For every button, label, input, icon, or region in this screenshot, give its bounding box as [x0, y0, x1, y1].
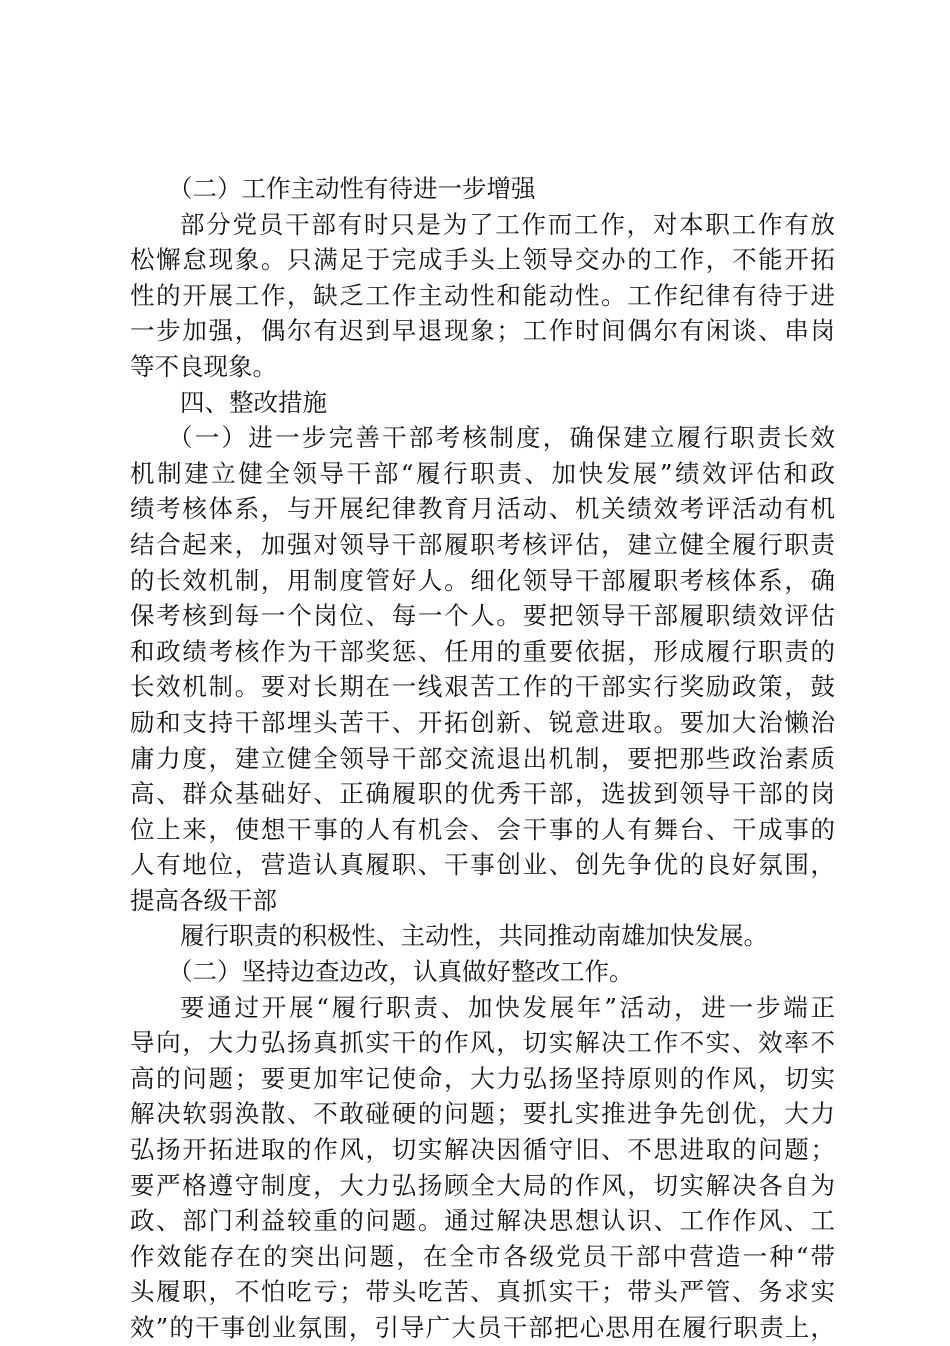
paragraph-line: 绩考核体系，与开展纪律教育月活动、机关绩效考评活动有机 [130, 494, 835, 524]
paragraph-line: 提高各级干部 [130, 885, 277, 915]
paragraph-line: 人有地位，营造认真履职、干事创业、创先争优的良好氛围， [130, 850, 835, 880]
paragraph-line: 作效能存在的突出问题，在全市各级党员干部中营造一种“带 [130, 1241, 835, 1271]
paragraph-line: 的长效机制，用制度管好人。细化领导干部履职考核体系，确 [130, 565, 835, 595]
subheading-check-and-rectify: （二）坚持边查边改，认真做好整改工作。 [168, 957, 634, 987]
paragraph-line: 庸力度，建立健全领导干部交流退出机制，要把那些政治素质 [130, 743, 835, 773]
document-body [130, 171, 835, 1346]
section-heading-rectification: 四、整改措施 [180, 387, 327, 417]
paragraph-line: 等不良现象。 [130, 351, 277, 381]
paragraph-line: 长效机制。要对长期在一线艰苦工作的干部实行奖励政策，鼓 [130, 672, 835, 702]
paragraph-line: 导向，大力弘扬真抓实干的作风，切实解决工作不实、效率不 [130, 1028, 835, 1058]
paragraph-line: 一步加强，偶尔有迟到早退现象；工作时间偶尔有闲谈、串岗 [130, 316, 835, 346]
paragraph-line: 机制建立健全领导干部“履行职责、加快发展”绩效评估和政 [130, 458, 835, 488]
paragraph-line: 高、群众基础好、正确履职的优秀干部，选拔到领导干部的岗 [130, 779, 835, 809]
paragraph-line: 和政绩考核作为干部奖惩、任用的重要依据，形成履行职责的 [130, 636, 835, 666]
paragraph-line: 要严格遵守制度，大力弘扬顾全大局的作风，切实解决各自为 [130, 1170, 835, 1200]
paragraph-line: 要通过开展“履行职责、加快发展年”活动，进一步端正 [180, 992, 835, 1022]
paragraph-line: 高的问题；要更加牢记使命，大力弘扬坚持原则的作风，切实 [130, 1063, 835, 1093]
paragraph-line: 励和支持干部埋头苦干、开拓创新、锐意进取。要加大治懒治 [130, 707, 835, 737]
paragraph-line: 位上来，使想干事的人有机会、会干事的人有舞台、干成事的 [130, 814, 835, 844]
paragraph-line: 政、部门利益较重的问题。通过解决思想认识、工作作风、工 [130, 1206, 835, 1236]
paragraph-line: 结合起来，加强对领导干部履职考核评估，建立健全履行职责 [130, 529, 835, 559]
paragraph-line: 性的开展工作，缺乏工作主动性和能动性。工作纪律有待于进 [130, 280, 835, 310]
paragraph-line: 头履职，不怕吃亏；带头吃苦、真抓实干；带头严管、务求实 [130, 1277, 835, 1307]
subheading-assessment-system: （一）进一步完善干部考核制度，确保建立履行职责长效 [168, 423, 835, 453]
paragraph-line: 弘扬开拓进取的作风，切实解决因循守旧、不思进取的问题； [130, 1135, 835, 1165]
paragraph-line: 部分党员干部有时只是为了工作而工作，对本职工作有放 [180, 209, 835, 239]
paragraph-line: 效”的干事创业氛围，引导广大员干部把心思用在履行职责上， [130, 1313, 835, 1342]
paragraph-line: 松懈怠现象。只满足于完成手头上领导交办的工作，不能开拓 [130, 245, 835, 275]
paragraph-line: 解决软弱涣散、不敢碰硬的问题；要扎实推进争先创优，大力 [130, 1099, 835, 1129]
paragraph-line: 履行职责的积极性、主动性，共同推动南雄加快发展。 [180, 921, 768, 951]
subheading-work-initiative: （二）工作主动性有待进一步增强 [168, 174, 536, 203]
paragraph-line: 保考核到每一个岗位、每一个人。要把领导干部履职绩效评估 [130, 601, 835, 631]
